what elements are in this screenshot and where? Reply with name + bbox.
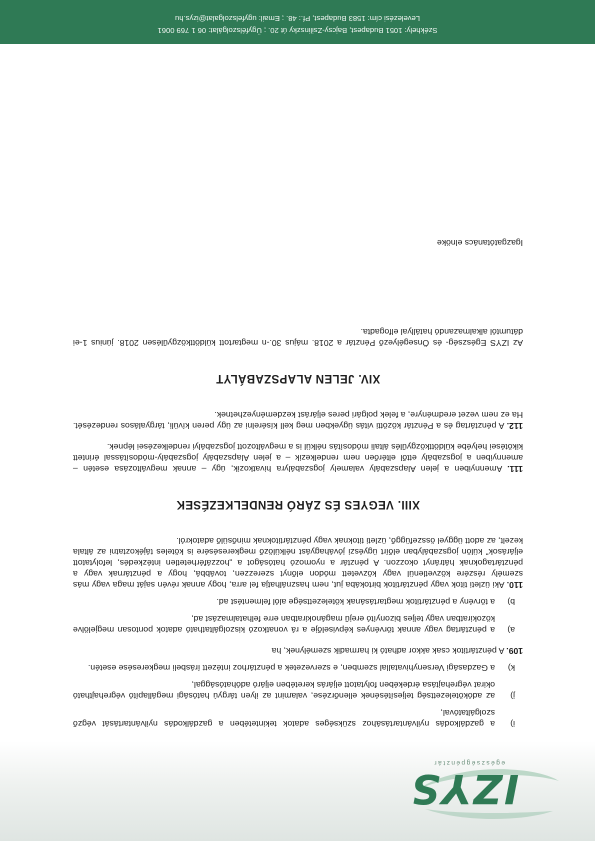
paragraph-text: A pénztártitok csak akkor adható ki harmadik személynek, ha xyxy=(271,646,505,656)
paragraph-number: 110. xyxy=(506,580,523,590)
signature-line: Igazgatótanács elnöke xyxy=(436,238,523,248)
list-item-text: a Gazdasági Versenyhivatallal szemben, e szervezetek a pénztárhoz intézett írásbeli megkeresése esetén. xyxy=(88,663,495,673)
paragraph-text: A pénztártag és a Pénztár közötti vitás ügyekben meg kell kísérelni az ügy peren kívüli, tárgyalásos rendezését. Ha ez nem vezet eredményre, a felek polgári peres eljárást kezdeményezhetnek. xyxy=(73,410,523,431)
list-item xyxy=(73,662,523,673)
header-band xyxy=(0,741,595,841)
list-item-label: b) xyxy=(507,597,515,607)
footer-address-line: Székhely: 1051 Budapest, Bajcsy-Zsilinszky út 20. ; Ügyfélszolgálat: 06 1 769 0061 xyxy=(157,26,438,35)
section-heading-xiv: XIV. JELEN ALAPSZABÁLYT xyxy=(215,372,381,384)
list-item xyxy=(73,679,523,701)
logo-wordmark: IZYS xyxy=(409,765,519,811)
izys-logo xyxy=(409,759,565,825)
list-item-text: a törvény a pénztártitok megtartásának kötelezettsége alól felmentést ad. xyxy=(216,597,495,607)
paragraph-110 xyxy=(73,535,523,590)
paragraph-number: 111. xyxy=(507,464,523,474)
paragraph-number: 112. xyxy=(506,421,523,431)
logo-tagline: egészségpénztár xyxy=(432,759,505,766)
paragraph-text: Amennyiben a jelen Alapszabály valamely jogszabályra hivatkozik, úgy – annak megváltozása esetén – amennyiben a jogszabály ettől eltérően nem rendelkezik – a jelen Alapszabály jogszabály-módosítással érintett kikötései helyébe küldöttközgyűlés általi módosítás nélkül is a megváltozott jogszabályi rendelkezései lépnek. xyxy=(72,442,523,474)
paragraph-112 xyxy=(73,409,523,431)
paragraph-111 xyxy=(73,441,523,474)
section-heading-xiii: XIII. VEGYES ÉS ZÁRÓ RENDELKEZÉSEK xyxy=(176,498,420,510)
list-item-label: k) xyxy=(507,663,515,673)
list-item-text: a gazdálkodás nyilvántartásához szükséges adatok tekintetében a gazdálkodás nyilvántartását végző szolgáltatóval, xyxy=(73,708,495,729)
list-item-text: a pénztártag vagy annak törvényes képviselője a rá vonatkozó kiszolgáltatható adatok pontosan megjelölve közokiratban vagy teljes bizonyító erejű magánokiratban erre felhatalmazást ad, xyxy=(73,614,495,635)
paragraph-number: 109. xyxy=(506,646,523,656)
paragraph-text: Aki üzleti titok vagy pénztártitok birtokába jut, nem használhatja fel arra, hogy annak révén saját maga vagy más személy részére közvetlenül vagy közvetett módon előnyt szerezzen, továbbá, hogy a pénztárnak vagy a pénztártagoknak hátrányt okozzon. A pénztár a nyomozó hatóságot a „hozzáférhetetlen intézkedés, lefolytatott eljárások” külön jogszabályban előírt ügyészi jóváhagyást nélkülöző megkeresésére is köteles tájékoztatni az általa kezelt, az adott üggyel összefüggő, üzleti titoknak vagy pénztártitoknak minősülő adatokról. xyxy=(73,536,523,590)
list-item xyxy=(73,613,523,635)
document-body xyxy=(73,237,523,729)
footer-band xyxy=(0,0,595,44)
list-item-label: a) xyxy=(507,625,515,635)
adoption-statement: Az IZYS Egészség- és Önsegélyező Pénztár a 2018. május 30.-n megtartott küldöttközgyűlésen 2018. június 1-ei dátumtól alkalmazandó hatállyal elfogadta. xyxy=(73,327,523,348)
list-item-text: az adókötelezettség teljesítésének ellenőrzése, valamint az ilyen tárgyú hatósági megállapító végrehajtható okirat végrehajtása érdekében folytatott eljárás keretében eljáró adóhatósággal, xyxy=(73,680,495,701)
paragraph-109 xyxy=(73,645,523,656)
footer-contact-line: Levelezési cím: 1583 Budapest, Pf.: 48. ; Email: ugyfelszolgalat@izys.hu xyxy=(175,14,420,23)
list-item-label: i) xyxy=(510,719,515,729)
list-item-label: j) xyxy=(510,691,515,701)
list-item xyxy=(73,596,523,607)
list-item xyxy=(73,707,523,729)
